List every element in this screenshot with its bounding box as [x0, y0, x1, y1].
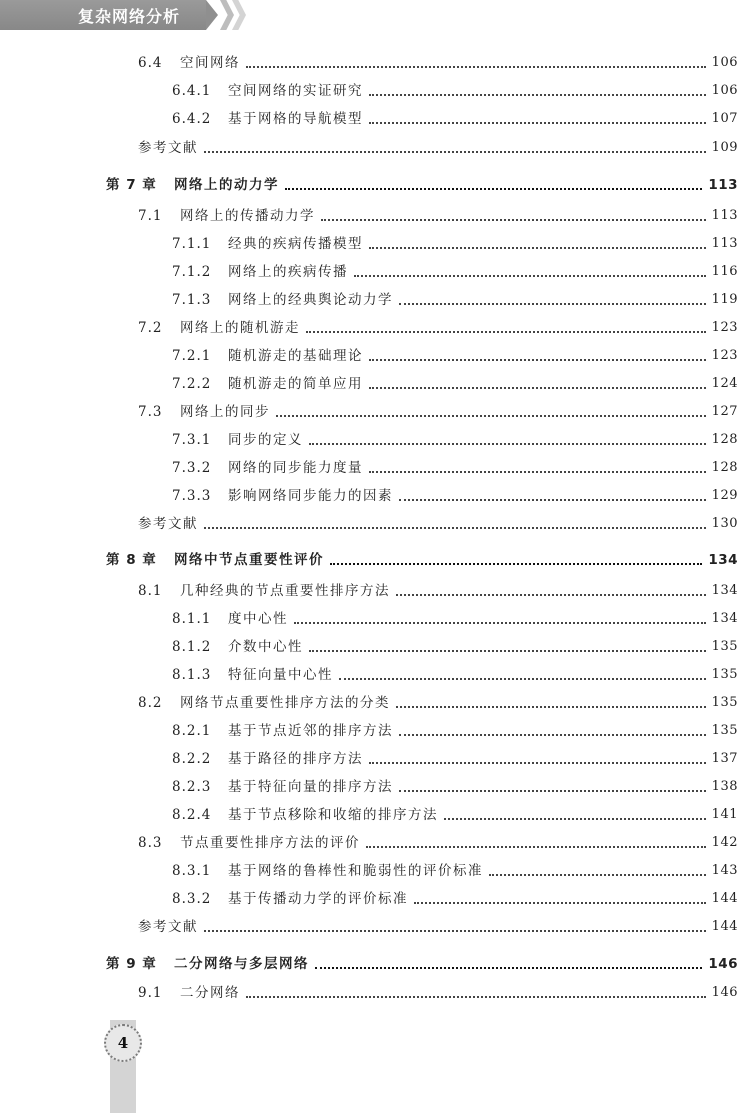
toc-entry[interactable]: [172, 104, 738, 128]
dot-leader: [369, 247, 706, 249]
toc-entry[interactable]: [138, 201, 738, 225]
dot-leader: [330, 563, 702, 565]
toc-title: 特征向量中心性: [228, 667, 333, 683]
toc-entry[interactable]: [172, 229, 738, 253]
toc-title: 网络的同步能力度量: [228, 460, 363, 476]
dot-leader: [399, 790, 706, 792]
toc-title: 影响网络同步能力的因素: [228, 488, 393, 504]
toc-number: 8.2.4: [172, 807, 212, 823]
toc-number: 7.3: [138, 404, 163, 420]
dot-leader: [294, 622, 706, 624]
dot-leader: [369, 359, 706, 361]
toc-chapter[interactable]: [106, 545, 738, 569]
toc-page: 129: [711, 488, 738, 503]
toc-page: 135: [711, 723, 738, 738]
chapter-title: 二分网络与多层网络: [174, 956, 309, 972]
toc-page: 135: [711, 639, 738, 654]
toc-title: 网络上的随机游走: [180, 320, 300, 336]
toc-title: 参考文献: [138, 919, 198, 935]
toc-title: 基于网格的导航模型: [228, 111, 363, 127]
dot-leader: [285, 188, 702, 190]
toc-entry[interactable]: [172, 76, 738, 100]
toc-number: 9.1: [138, 985, 163, 1001]
toc-entry[interactable]: [172, 257, 738, 281]
toc-title: 度中心性: [228, 611, 288, 627]
toc-title: 二分网络: [180, 985, 240, 1001]
chapter-title: 网络中节点重要性评价: [174, 552, 324, 568]
toc-title: 网络上的经典舆论动力学: [228, 292, 393, 308]
toc-number: 7.1.3: [172, 292, 212, 308]
dot-leader: [399, 499, 706, 501]
toc-title: 网络节点重要性排序方法的分类: [180, 695, 390, 711]
toc-title: 随机游走的简单应用: [228, 376, 363, 392]
toc-entry-references[interactable]: [138, 912, 738, 936]
dot-leader: [315, 967, 702, 969]
toc-page: 137: [711, 751, 738, 766]
dot-leader: [489, 874, 706, 876]
running-header: [0, 0, 750, 30]
toc-entry[interactable]: [172, 604, 738, 628]
chapter-number: 第 7 章: [106, 177, 157, 193]
toc-page: 138: [711, 779, 738, 794]
toc-number: 8.2.1: [172, 723, 212, 739]
toc-page: 106: [711, 55, 738, 70]
toc-title: 空间网络的实证研究: [228, 83, 363, 99]
toc-title: 介数中心性: [228, 639, 303, 655]
toc-title: 几种经典的节点重要性排序方法: [180, 583, 390, 599]
toc-number: 8.1.2: [172, 639, 212, 655]
toc-title: 参考文献: [138, 140, 198, 156]
toc-title: 同步的定义: [228, 432, 303, 448]
chevron-right-icon: [220, 0, 234, 30]
toc-number: 8.1: [138, 583, 163, 599]
toc-number: 7.3.3: [172, 488, 212, 504]
toc-number: 7.2.2: [172, 376, 212, 392]
toc-title: 基于特征向量的排序方法: [228, 779, 393, 795]
toc-title: 节点重要性排序方法的评价: [180, 835, 360, 851]
dot-leader: [246, 66, 706, 68]
toc-number: 7.3.1: [172, 432, 212, 448]
dot-leader: [444, 818, 706, 820]
toc-entry[interactable]: [172, 341, 738, 365]
toc-entry[interactable]: [172, 425, 738, 449]
toc-title: 基于网络的鲁棒性和脆弱性的评价标准: [228, 863, 483, 879]
toc-page: 141: [711, 807, 738, 822]
toc-page: 116: [711, 264, 738, 279]
toc-number: 8.2.2: [172, 751, 212, 767]
toc-page: 107: [711, 111, 738, 126]
toc-title: 基于节点近邻的排序方法: [228, 723, 393, 739]
dot-leader: [204, 527, 706, 529]
toc-entry[interactable]: [172, 453, 738, 477]
dot-leader: [369, 122, 706, 124]
toc-number: 8.1.3: [172, 667, 212, 683]
toc-title: 空间网络: [180, 55, 240, 71]
toc-page: 113: [711, 208, 738, 223]
toc-entry[interactable]: [172, 744, 738, 768]
toc-entry[interactable]: [138, 397, 738, 421]
toc-page: 123: [711, 320, 738, 335]
toc-page: 144: [711, 891, 738, 906]
dot-leader: [369, 471, 706, 473]
toc-page: 109: [711, 140, 738, 155]
toc-title: 随机游走的基础理论: [228, 348, 363, 364]
toc-entry[interactable]: [172, 660, 738, 684]
dot-leader: [339, 678, 706, 680]
toc-page: 124: [711, 376, 738, 391]
toc-page: 143: [711, 863, 738, 878]
toc-chapter[interactable]: [106, 949, 738, 973]
toc-number: 6.4.2: [172, 111, 212, 127]
chapter-number: 第 8 章: [106, 552, 157, 568]
dot-leader: [396, 594, 706, 596]
toc-number: 7.3.2: [172, 460, 212, 476]
toc-entry[interactable]: [172, 856, 738, 880]
dot-leader: [366, 846, 706, 848]
toc-number: 7.2.1: [172, 348, 212, 364]
toc-number: 8.2.3: [172, 779, 212, 795]
dot-leader: [204, 151, 706, 153]
chapter-title: 网络上的动力学: [174, 177, 279, 193]
dot-leader: [369, 387, 706, 389]
toc-title: 经典的疾病传播模型: [228, 236, 363, 252]
toc-page: 128: [711, 460, 738, 475]
toc-page: 106: [711, 83, 738, 98]
toc-number: 6.4.1: [172, 83, 212, 99]
toc-title: 网络上的传播动力学: [180, 208, 315, 224]
toc-entry-references[interactable]: [138, 133, 738, 157]
toc-page: 119: [711, 292, 738, 307]
dot-leader: [369, 94, 706, 96]
toc-page: 130: [711, 516, 738, 531]
toc-title: 基于路径的排序方法: [228, 751, 363, 767]
toc-number: 8.3: [138, 835, 163, 851]
toc-title: 网络上的疾病传播: [228, 264, 348, 280]
dot-leader: [246, 996, 706, 998]
toc-number: 7.1.1: [172, 236, 212, 252]
toc-page: 135: [711, 695, 738, 710]
toc-page: 127: [711, 404, 738, 419]
toc-title: 基于节点移除和收缩的排序方法: [228, 807, 438, 823]
toc-entry[interactable]: [138, 313, 738, 337]
toc-page: 123: [711, 348, 738, 363]
dot-leader: [399, 734, 706, 736]
toc-page: 113: [711, 236, 738, 251]
chapter-number: 第 9 章: [106, 956, 157, 972]
toc-entry[interactable]: [172, 632, 738, 656]
dot-leader: [396, 706, 706, 708]
toc-page: 144: [711, 919, 738, 934]
toc-entry[interactable]: [138, 688, 738, 712]
toc-number: 7.1.2: [172, 264, 212, 280]
toc-page: 134: [708, 552, 738, 568]
toc-page: 142: [711, 835, 738, 850]
chevron-right-icon: [232, 0, 246, 30]
toc-entry[interactable]: [172, 716, 738, 740]
dot-leader: [306, 331, 706, 333]
toc-title: 参考文献: [138, 516, 198, 532]
toc-page: 146: [708, 956, 738, 972]
toc-number: 8.3.1: [172, 863, 212, 879]
dot-leader: [321, 219, 706, 221]
toc-page: 128: [711, 432, 738, 447]
toc-number: 7.2: [138, 320, 163, 336]
toc-page: 134: [711, 611, 738, 626]
dot-leader: [369, 762, 706, 764]
book-title: 复杂网络分析: [78, 7, 181, 26]
toc-entry[interactable]: [138, 48, 738, 72]
toc-number: 6.4: [138, 55, 163, 71]
toc-entry-references[interactable]: [138, 509, 738, 533]
toc-entry[interactable]: [138, 576, 738, 600]
toc-page: 146: [711, 985, 738, 1000]
dot-leader: [309, 650, 706, 652]
toc-entry[interactable]: [172, 800, 738, 824]
toc-page: 135: [711, 667, 738, 682]
toc-page: 134: [711, 583, 738, 598]
toc-entry[interactable]: [172, 772, 738, 796]
dot-leader: [414, 902, 706, 904]
toc-page: 113: [708, 177, 738, 193]
toc-number: 8.1.1: [172, 611, 212, 627]
toc-number: 8.2: [138, 695, 163, 711]
toc-entry[interactable]: [172, 369, 738, 393]
toc-entry[interactable]: [138, 828, 738, 852]
toc-entry[interactable]: [172, 285, 738, 309]
toc-entry[interactable]: [172, 884, 738, 908]
page-number: 4: [104, 1024, 142, 1062]
dot-leader: [204, 930, 706, 932]
toc-number: 7.1: [138, 208, 163, 224]
header-arrow-decoration: [206, 0, 218, 30]
toc-entry[interactable]: [138, 978, 738, 1002]
dot-leader: [354, 275, 706, 277]
dot-leader: [309, 443, 706, 445]
toc-number: 8.3.2: [172, 891, 212, 907]
dot-leader: [399, 303, 706, 305]
toc-entry[interactable]: [172, 481, 738, 505]
toc-title: 基于传播动力学的评价标准: [228, 891, 408, 907]
toc-chapter[interactable]: [106, 170, 738, 194]
toc-title: 网络上的同步: [180, 404, 270, 420]
dot-leader: [276, 415, 706, 417]
